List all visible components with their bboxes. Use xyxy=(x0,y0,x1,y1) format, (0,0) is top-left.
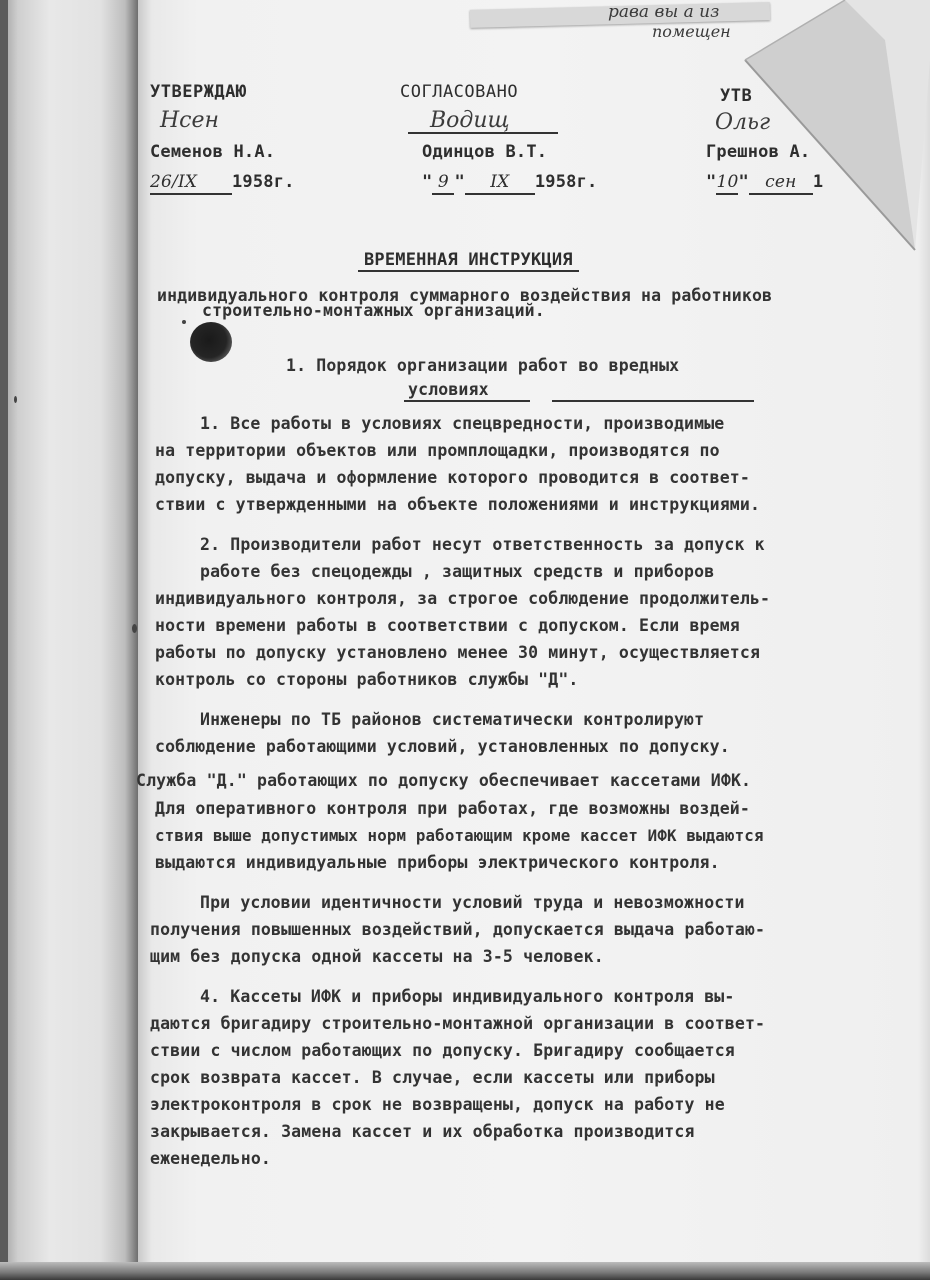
scan-speck xyxy=(132,624,137,633)
approver-name-left: Семенов Н.А. xyxy=(150,142,276,162)
body-line-25: закрывается. Замена кассет и их обработка производится xyxy=(150,1122,695,1141)
signature-center: Водищ xyxy=(430,108,510,133)
body-line-21: даются бригадиру строительно-монтажной организации в соответ- xyxy=(150,1014,766,1033)
document-title xyxy=(358,250,579,270)
agreed-label: СОГЛАСОВАНО xyxy=(400,82,519,102)
date-month-center: IX xyxy=(465,172,535,195)
approval-date-left xyxy=(150,172,295,195)
body-line-6: работе без спецодежды , защитных средств и приборов xyxy=(200,562,715,581)
folded-corner xyxy=(735,0,930,260)
body-line-19: щим без допуска одной кассеты на 3-5 человек. xyxy=(150,947,604,966)
approve-label-right: УТВ xyxy=(720,86,753,106)
approver-name-center: Одинцов В.Т. xyxy=(422,142,548,162)
date-day-center: 9 xyxy=(432,172,454,195)
body-line-26: еженедельно. xyxy=(150,1149,272,1168)
body-line-13: Служба "Д." работающих по допуску обеспечивает кассетами ИФК. xyxy=(136,771,752,790)
body-line-12: соблюдение работающими условий, установленных по допуску. xyxy=(155,737,730,756)
approve-label-left: УТВЕРЖДАЮ xyxy=(150,82,247,102)
section-underline-b xyxy=(552,400,754,402)
body-line-3: допуску, выдача и оформление которого проводится в соответ- xyxy=(155,468,750,487)
body-line-17: При условии идентичности условий труда и невозможности xyxy=(200,893,745,912)
signature-line-center xyxy=(408,132,558,134)
body-line-10: контроль со стороны работников службы "Д". xyxy=(155,670,579,689)
signature-left: Нсен xyxy=(160,108,220,133)
body-line-23: срок возврата кассет. В случае, если кассеты или приборы xyxy=(150,1068,715,1087)
body-line-7: индивидуального контроля, за строгое соблюдение продолжитель- xyxy=(155,589,771,608)
body-line-22: ствии с числом работающих по допуску. Бригадиру сообщается xyxy=(150,1041,735,1060)
body-line-15: ствия выше допустимых норм работающим кроме кассет ИФК выдаются xyxy=(155,826,764,845)
approval-date-center: " 9 " IX 1958г. xyxy=(422,172,597,195)
section-heading-word: условиях xyxy=(408,380,489,399)
body-line-9: работы по допуску установлено менее 30 минут, осуществляется xyxy=(155,643,761,662)
year-right: 1 xyxy=(812,172,824,192)
body-line-18: получения повышенных воздействий, допускается выдача работаю- xyxy=(150,920,766,939)
approver-name-right: Грешнов А. xyxy=(706,142,811,162)
subtitle-line2: строительно-монтажных организаций. xyxy=(202,301,545,320)
body-line-5: 2. Производители работ несут ответственность за допуск к xyxy=(200,535,765,554)
approval-date-right: "10" сен 1 xyxy=(706,172,823,195)
spine-edge xyxy=(0,0,8,1280)
body-line-2: на территории объектов или промплощадки, производятся по xyxy=(155,441,720,460)
body-line-11: Инженеры по ТБ районов систематически контролируют xyxy=(200,710,705,729)
top-note-line2: помещен xyxy=(652,22,731,41)
section-heading-line1: 1. Порядок организации работ во вредных xyxy=(286,356,680,375)
date-month-right: сен xyxy=(749,172,813,195)
body-line-4: ствии с утвержденными на объекте положениями и инструкциями. xyxy=(155,495,761,514)
section-heading-line2 xyxy=(408,380,489,399)
date-handwritten-left: 26/IX xyxy=(150,172,232,195)
body-line-24: электроконтроля в срок не возвращены, допуск на работу не xyxy=(150,1095,725,1114)
body-line-1: 1. Все работы в условиях спецвредности, производимые xyxy=(200,414,725,433)
section-underline-a xyxy=(404,400,530,402)
body-line-20: 4. Кассеты ИФК и приборы индивидуального контроля вы- xyxy=(200,987,735,1006)
body-line-14: Для оперативного контроля при работах, где возможны воздей- xyxy=(155,799,750,818)
signature-right: Ольг xyxy=(715,110,771,135)
subtitle-line1: индивидуального контроля суммарного воздействия на работников xyxy=(157,286,773,305)
year-left: 1958г. xyxy=(232,172,295,192)
bottom-edge xyxy=(0,1262,930,1280)
ink-blot xyxy=(190,322,232,362)
scan-speck xyxy=(14,396,17,403)
scan-speck xyxy=(182,320,186,324)
document-title-text: ВРЕМЕННАЯ ИНСТРУКЦИЯ xyxy=(358,250,579,272)
book-spine xyxy=(0,0,142,1280)
date-day-right: 10 xyxy=(716,172,738,195)
top-note-line1: рава вы а из xyxy=(608,2,720,22)
body-line-16: выдаются индивидуальные приборы электрического контроля. xyxy=(155,853,720,872)
year-center: 1958г. xyxy=(534,172,598,192)
body-line-8: ности времени работы в соответствии с допуском. Если время xyxy=(155,616,740,635)
